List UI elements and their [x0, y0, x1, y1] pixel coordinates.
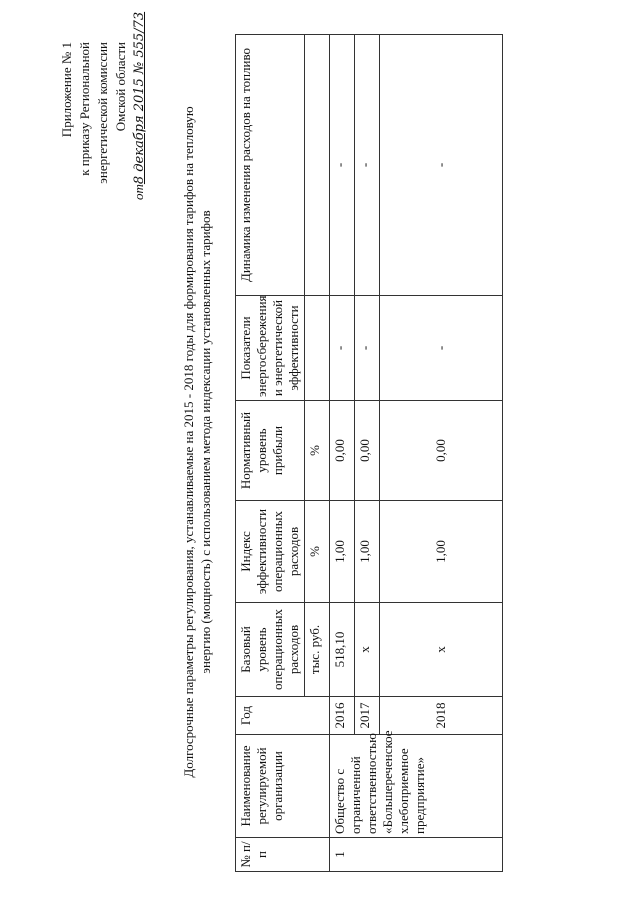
header-fuel-dynamics: Динамика изменения расходов на топливо — [236, 35, 305, 296]
base-level-cell: х — [380, 603, 503, 697]
year-cell: 2018 — [380, 697, 503, 735]
efficiency-index-cell: 1,00 — [380, 501, 503, 603]
base-level-cell: х — [355, 603, 380, 697]
table-row — [330, 35, 355, 872]
efficiency-index-cell: 1,00 — [330, 501, 355, 603]
unit-index: % — [305, 501, 330, 603]
profit-level-cell: 0,00 — [355, 401, 380, 501]
fuel-dynamics-cell: - — [330, 35, 355, 296]
document-heading — [180, 27, 214, 857]
header-num: № п/п — [236, 838, 330, 872]
header-profit-level: Нормативный уровень прибыли — [236, 401, 305, 501]
organization-name: Общество с ограниченной ответственностью «Большереченское хлебоприемное предприятие» — [330, 735, 503, 838]
energy-saving-cell: - — [380, 296, 503, 401]
appendix-commission-line: энергетической комиссии — [95, 42, 110, 184]
parameters-table — [235, 34, 503, 872]
efficiency-index-cell: 1,00 — [355, 501, 380, 603]
appendix-stamp — [58, 11, 149, 200]
unit-profit: % — [305, 401, 330, 501]
fuel-dynamics-cell: - — [355, 35, 380, 296]
appendix-region-line: Омской области — [113, 42, 128, 132]
date-prefix: от — [131, 184, 146, 200]
appendix-order-line: к приказу Региональной — [77, 42, 92, 176]
unit-fuel-empty — [305, 35, 330, 296]
appendix-date-line — [130, 11, 149, 200]
profit-level-cell: 0,00 — [380, 401, 503, 501]
unit-energy-empty — [305, 296, 330, 401]
energy-saving-cell: - — [330, 296, 355, 401]
header-org: Наименование регулируемой организации — [236, 735, 330, 838]
header-energy-saving: Показатели энергосбережения и энергетической эффективности — [236, 296, 305, 401]
header-year: Год — [236, 697, 330, 735]
appendix-title: Приложение № 1 — [59, 42, 74, 138]
header-base-level: Базовый уровень операционных расходов — [236, 603, 305, 697]
unit-base: тыс. руб. — [305, 603, 330, 697]
fuel-dynamics-cell: - — [380, 35, 503, 296]
year-cell: 2016 — [330, 697, 355, 735]
heading-line-1: Долгосрочные параметры регулирования, устанавливаемые на 2015 - 2018 годы для формирования тарифов на тепловую — [181, 106, 196, 778]
base-level-cell: 518,10 — [330, 603, 355, 697]
header-efficiency-index: Индекс эффективности операционных расходов — [236, 501, 305, 603]
year-cell: 2017 — [355, 697, 380, 735]
row-number: 1 — [330, 838, 503, 872]
header-row — [236, 35, 305, 872]
handwritten-date-number: 8 декабря 2015 № 555/73 — [132, 11, 147, 185]
energy-saving-cell: - — [355, 296, 380, 401]
profit-level-cell: 0,00 — [330, 401, 355, 501]
heading-line-2: энергию (мощность) с использованием метода индексации установленных тарифов — [198, 210, 213, 674]
